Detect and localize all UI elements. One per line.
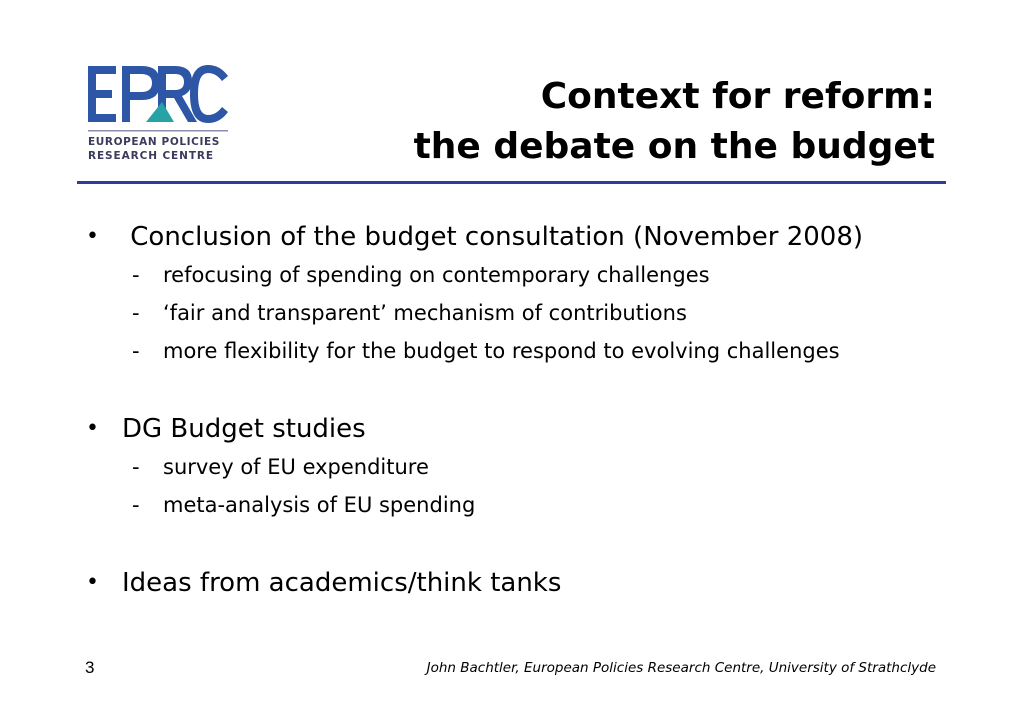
title-divider	[77, 181, 946, 184]
logo-line-2: RESEARCH CENTRE	[88, 150, 214, 162]
logo-line-1: EUROPEAN POLICIES	[88, 136, 220, 148]
slide-title-line-1: Context for reform:	[540, 76, 935, 117]
bullet-item	[86, 218, 966, 256]
bullet-text: DG Budget studies	[122, 414, 366, 444]
sub-item-text: survey of EU expenditure	[163, 455, 429, 479]
bullet-text: Ideas from academics/think tanks	[122, 568, 562, 598]
bullet-icon: •	[86, 570, 99, 595]
sub-item	[86, 332, 966, 370]
eprc-logo	[86, 62, 231, 170]
spacer	[86, 370, 966, 410]
dash-icon: -	[132, 455, 140, 479]
dash-icon: -	[132, 493, 140, 517]
spacer	[86, 524, 966, 564]
bullet-icon: •	[86, 224, 99, 249]
dash-icon: -	[132, 263, 140, 287]
sub-item-text: refocusing of spending on contemporary challenges	[163, 263, 710, 287]
dash-icon: -	[132, 301, 140, 325]
slide-title	[414, 72, 935, 172]
sub-item-text: meta-analysis of EU spending	[163, 493, 476, 517]
sub-item-text: more flexibility for the budget to respond to evolving challenges	[163, 339, 840, 363]
sub-item	[86, 294, 966, 332]
sub-item-text: ‘fair and transparent’ mechanism of contributions	[163, 301, 687, 325]
footer-credit: John Bachtler, European Policies Research Centre, University of Strathclyde	[426, 660, 936, 676]
bullet-item	[86, 410, 966, 448]
bullet-text: Conclusion of the budget consultation (November 2008)	[122, 222, 864, 252]
sub-list	[86, 448, 966, 524]
dash-icon: -	[132, 339, 140, 363]
slide-title-line-2: the debate on the budget	[413, 126, 935, 167]
bullet-icon: •	[86, 416, 99, 441]
sub-item	[86, 448, 966, 486]
sub-item	[86, 256, 966, 294]
sub-item	[86, 486, 966, 524]
sub-list	[86, 256, 966, 370]
bullet-item	[86, 564, 966, 602]
page-number: 3	[85, 658, 95, 677]
slide-body	[86, 218, 966, 602]
